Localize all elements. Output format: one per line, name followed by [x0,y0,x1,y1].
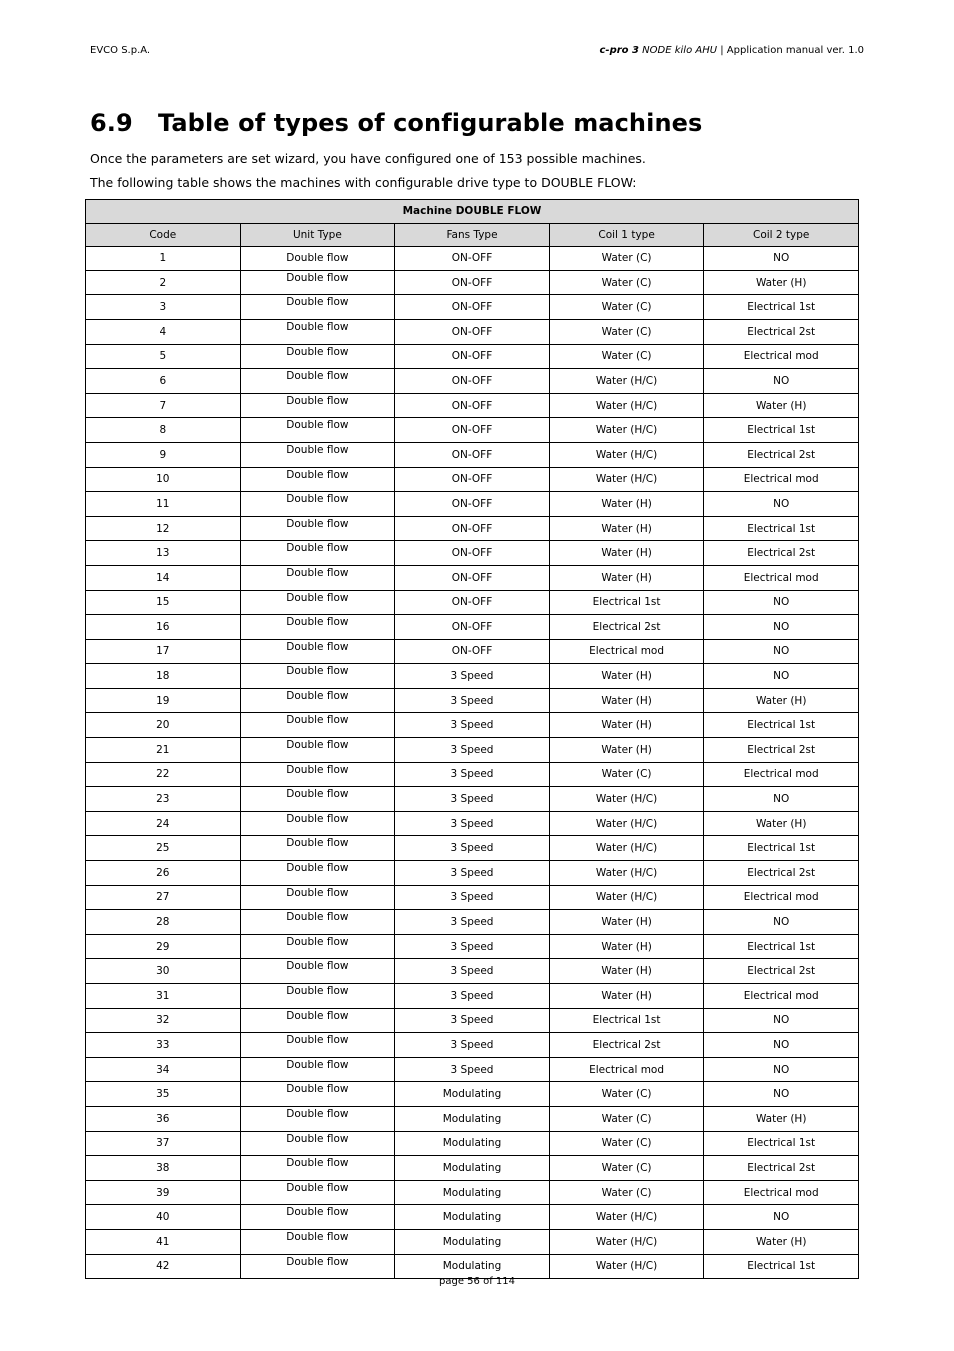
table-row [86,861,859,886]
cell-coil1-type: Water (H/C) [549,861,704,886]
cell-coil1-type: Water (C) [549,1106,704,1131]
cell-code: 8 [86,418,241,443]
cell-coil2-type: Electrical 1st [704,418,859,443]
cell-coil2-type: Electrical mod [704,467,859,492]
cell-coil2-type: Electrical 1st [704,1254,859,1279]
cell-unit-type: Double flow [240,762,395,787]
cell-fans-type: 3 Speed [395,1057,550,1082]
table-row [86,639,859,664]
cell-coil1-type: Electrical 1st [549,1008,704,1033]
cell-unit-type: Double flow [240,1033,395,1058]
cell-unit-type: Double flow [240,934,395,959]
table-row [86,1156,859,1181]
cell-code: 34 [86,1057,241,1082]
intro-paragraph: Once the parameters are set wizard, you have configured one of 153 possible machines. [90,151,646,166]
cell-unit-type: Double flow [240,467,395,492]
cell-fans-type: ON-OFF [395,247,550,271]
table-row [86,492,859,517]
cell-coil2-type: Water (H) [704,1229,859,1254]
table-row [86,1106,859,1131]
cell-coil2-type: Electrical 1st [704,516,859,541]
cell-coil2-type: Electrical 2st [704,861,859,886]
cell-fans-type: 3 Speed [395,910,550,935]
cell-code: 18 [86,664,241,689]
cell-coil1-type: Water (H/C) [549,393,704,418]
table-row [86,541,859,566]
cell-coil2-type: Electrical 1st [704,1131,859,1156]
cell-coil2-type: Electrical mod [704,565,859,590]
cell-unit-type: Double flow [240,664,395,689]
cell-fans-type: Modulating [395,1205,550,1230]
cell-fans-type: Modulating [395,1156,550,1181]
cell-code: 10 [86,467,241,492]
table-row [86,615,859,640]
cell-fans-type: Modulating [395,1254,550,1279]
cell-coil1-type: Water (H) [549,984,704,1009]
cell-fans-type: ON-OFF [395,319,550,344]
cell-coil1-type: Water (H/C) [549,787,704,812]
cell-coil2-type: NO [704,1205,859,1230]
cell-unit-type: Double flow [240,295,395,320]
cell-fans-type: 3 Speed [395,934,550,959]
cell-coil2-type: Electrical 2st [704,1156,859,1181]
cell-coil1-type: Water (H/C) [549,811,704,836]
cell-coil1-type: Electrical mod [549,1057,704,1082]
cell-coil1-type: Electrical mod [549,639,704,664]
cell-code: 23 [86,787,241,812]
cell-coil2-type: Electrical 2st [704,738,859,763]
cell-code: 38 [86,1156,241,1181]
cell-coil1-type: Water (H) [549,565,704,590]
cell-fans-type: 3 Speed [395,688,550,713]
cell-fans-type: ON-OFF [395,369,550,394]
cell-coil1-type: Water (H) [549,664,704,689]
cell-coil1-type: Water (H/C) [549,1229,704,1254]
cell-fans-type: 3 Speed [395,738,550,763]
cell-coil1-type: Water (H/C) [549,1254,704,1279]
cell-unit-type: Double flow [240,713,395,738]
cell-coil1-type: Water (C) [549,1180,704,1205]
cell-code: 40 [86,1205,241,1230]
header-manual-title [600,45,865,56]
cell-coil1-type: Water (H/C) [549,418,704,443]
cell-code: 15 [86,590,241,615]
cell-code: 30 [86,959,241,984]
cell-code: 1 [86,247,241,271]
cell-coil1-type: Water (H) [549,910,704,935]
cell-fans-type: 3 Speed [395,713,550,738]
cell-unit-type: Double flow [240,590,395,615]
cell-code: 17 [86,639,241,664]
table-row [86,959,859,984]
cell-fans-type: ON-OFF [395,639,550,664]
cell-coil1-type: Water (H) [549,541,704,566]
cell-code: 24 [86,811,241,836]
cell-fans-type: ON-OFF [395,467,550,492]
cell-unit-type: Double flow [240,442,395,467]
cell-unit-type: Double flow [240,418,395,443]
cell-code: 26 [86,861,241,886]
cell-coil2-type: Electrical 2st [704,319,859,344]
table-row [86,885,859,910]
cell-fans-type: 3 Speed [395,762,550,787]
column-header-coil2-type: Coil 2 type [704,223,859,247]
cell-coil1-type: Water (H) [549,516,704,541]
cell-coil1-type: Water (H) [549,713,704,738]
cell-coil2-type: Electrical mod [704,1180,859,1205]
section-title: Table of types of configurable machines [158,109,703,137]
cell-coil1-type: Water (C) [549,295,704,320]
table-intro-paragraph: The following table shows the machines with configurable drive type to DOUBLE FLOW: [90,175,637,190]
cell-unit-type: Double flow [240,959,395,984]
cell-coil2-type: NO [704,1057,859,1082]
cell-fans-type: 3 Speed [395,1008,550,1033]
cell-coil1-type: Water (C) [549,247,704,271]
cell-code: 16 [86,615,241,640]
cell-code: 25 [86,836,241,861]
table-row [86,295,859,320]
cell-unit-type: Double flow [240,885,395,910]
cell-coil2-type: Water (H) [704,1106,859,1131]
table-row [86,1254,859,1279]
table-row [86,344,859,369]
cell-fans-type: ON-OFF [395,295,550,320]
cell-fans-type: Modulating [395,1131,550,1156]
cell-code: 20 [86,713,241,738]
cell-unit-type: Double flow [240,1156,395,1181]
cell-fans-type: ON-OFF [395,541,550,566]
section-heading [90,109,702,137]
cell-code: 27 [86,885,241,910]
cell-fans-type: ON-OFF [395,615,550,640]
cell-coil2-type: Electrical 2st [704,541,859,566]
cell-coil2-type: Electrical 1st [704,713,859,738]
cell-unit-type: Double flow [240,369,395,394]
cell-coil1-type: Water (H) [549,934,704,959]
cell-coil1-type: Water (C) [549,1082,704,1107]
cell-code: 32 [86,1008,241,1033]
cell-code: 3 [86,295,241,320]
table-row [86,393,859,418]
cell-unit-type: Double flow [240,1254,395,1279]
cell-unit-type: Double flow [240,1131,395,1156]
cell-fans-type: 3 Speed [395,984,550,1009]
cell-coil2-type: NO [704,639,859,664]
cell-code: 5 [86,344,241,369]
table-row [86,247,859,271]
header-manual: | Application manual ver. 1.0 [720,45,864,56]
table-row [86,664,859,689]
table-row [86,762,859,787]
cell-coil2-type: Electrical 1st [704,934,859,959]
cell-code: 39 [86,1180,241,1205]
cell-unit-type: Double flow [240,492,395,517]
cell-unit-type: Double flow [240,1008,395,1033]
table-row [86,738,859,763]
cell-coil1-type: Water (C) [549,319,704,344]
table-title: Machine DOUBLE FLOW [86,200,859,224]
cell-coil1-type: Water (H) [549,959,704,984]
cell-code: 12 [86,516,241,541]
table-row [86,467,859,492]
cell-coil2-type: Water (H) [704,393,859,418]
cell-code: 37 [86,1131,241,1156]
cell-unit-type: Double flow [240,393,395,418]
cell-code: 4 [86,319,241,344]
cell-code: 9 [86,442,241,467]
cell-coil2-type: NO [704,1033,859,1058]
cell-fans-type: Modulating [395,1229,550,1254]
cell-unit-type: Double flow [240,270,395,295]
cell-code: 35 [86,1082,241,1107]
table-row [86,713,859,738]
cell-coil1-type: Water (C) [549,1156,704,1181]
table-row [86,590,859,615]
cell-coil1-type: Water (H/C) [549,1205,704,1230]
table-row [86,565,859,590]
cell-coil1-type: Water (H/C) [549,885,704,910]
section-number: 6.9 [90,109,133,137]
cell-fans-type: 3 Speed [395,811,550,836]
cell-coil1-type: Water (C) [549,344,704,369]
cell-code: 29 [86,934,241,959]
cell-coil2-type: NO [704,1008,859,1033]
cell-coil2-type: Electrical 1st [704,836,859,861]
cell-code: 2 [86,270,241,295]
cell-coil1-type: Water (H) [549,688,704,713]
page-number: page 56 of 114 [439,1276,515,1287]
cell-code: 13 [86,541,241,566]
cell-code: 31 [86,984,241,1009]
cell-coil1-type: Water (H/C) [549,836,704,861]
cell-code: 6 [86,369,241,394]
cell-fans-type: 3 Speed [395,787,550,812]
cell-coil2-type: Electrical 2st [704,442,859,467]
cell-code: 14 [86,565,241,590]
cell-fans-type: Modulating [395,1106,550,1131]
cell-coil2-type: NO [704,910,859,935]
table-row [86,1033,859,1058]
table-row [86,1057,859,1082]
cell-coil1-type: Water (C) [549,1131,704,1156]
cell-coil2-type: NO [704,787,859,812]
cell-coil1-type: Water (H/C) [549,369,704,394]
cell-code: 21 [86,738,241,763]
cell-fans-type: ON-OFF [395,565,550,590]
cell-coil1-type: Water (H) [549,492,704,517]
cell-coil1-type: Water (C) [549,270,704,295]
cell-fans-type: 3 Speed [395,836,550,861]
cell-unit-type: Double flow [240,811,395,836]
table-row [86,787,859,812]
cell-coil2-type: Water (H) [704,270,859,295]
cell-coil1-type: Water (C) [549,762,704,787]
cell-unit-type: Double flow [240,565,395,590]
cell-fans-type: ON-OFF [395,418,550,443]
cell-unit-type: Double flow [240,738,395,763]
column-header-unit-type: Unit Type [240,223,395,247]
cell-coil2-type: Electrical mod [704,885,859,910]
cell-coil2-type: NO [704,615,859,640]
cell-code: 41 [86,1229,241,1254]
table-row [86,442,859,467]
cell-fans-type: ON-OFF [395,516,550,541]
cell-coil1-type: Water (H/C) [549,467,704,492]
cell-coil1-type: Water (H/C) [549,442,704,467]
column-header-code: Code [86,223,241,247]
table-body [86,247,859,1279]
header-product-italic: NODE kilo AHU [642,45,718,56]
cell-coil1-type: Electrical 2st [549,615,704,640]
cell-code: 36 [86,1106,241,1131]
machine-table [85,199,859,1279]
cell-unit-type: Double flow [240,984,395,1009]
cell-fans-type: 3 Speed [395,664,550,689]
cell-unit-type: Double flow [240,861,395,886]
table-row [86,688,859,713]
table-row [86,516,859,541]
cell-coil2-type: Water (H) [704,811,859,836]
cell-fans-type: ON-OFF [395,442,550,467]
cell-coil1-type: Electrical 1st [549,590,704,615]
cell-coil2-type: NO [704,590,859,615]
cell-fans-type: 3 Speed [395,861,550,886]
table-row [86,1229,859,1254]
cell-fans-type: ON-OFF [395,393,550,418]
cell-coil2-type: Electrical 1st [704,295,859,320]
cell-coil2-type: NO [704,247,859,271]
cell-coil2-type: Electrical mod [704,984,859,1009]
cell-unit-type: Double flow [240,639,395,664]
cell-unit-type: Double flow [240,1082,395,1107]
column-header-coil1-type: Coil 1 type [549,223,704,247]
table-row [86,984,859,1009]
cell-code: 11 [86,492,241,517]
cell-unit-type: Double flow [240,541,395,566]
table-row [86,270,859,295]
cell-coil2-type: Electrical 2st [704,959,859,984]
table-row [86,1131,859,1156]
cell-code: 19 [86,688,241,713]
cell-coil2-type: NO [704,369,859,394]
cell-coil2-type: NO [704,1082,859,1107]
table-row [86,1082,859,1107]
table-row [86,836,859,861]
cell-coil2-type: NO [704,664,859,689]
cell-coil2-type: NO [704,492,859,517]
cell-unit-type: Double flow [240,910,395,935]
cell-unit-type: Double flow [240,1057,395,1082]
table-row [86,418,859,443]
cell-fans-type: 3 Speed [395,959,550,984]
header-company: EVCO S.p.A. [90,45,151,56]
table-row [86,910,859,935]
cell-unit-type: Double flow [240,787,395,812]
table-row [86,1205,859,1230]
cell-fans-type: ON-OFF [395,344,550,369]
cell-unit-type: Double flow [240,247,395,271]
cell-coil2-type: Electrical mod [704,762,859,787]
cell-fans-type: 3 Speed [395,885,550,910]
cell-fans-type: Modulating [395,1180,550,1205]
cell-code: 42 [86,1254,241,1279]
table-row [86,319,859,344]
cell-code: 22 [86,762,241,787]
table-row [86,811,859,836]
cell-fans-type: ON-OFF [395,590,550,615]
cell-unit-type: Double flow [240,344,395,369]
cell-unit-type: Double flow [240,1180,395,1205]
cell-coil1-type: Electrical 2st [549,1033,704,1058]
cell-code: 33 [86,1033,241,1058]
cell-unit-type: Double flow [240,516,395,541]
table-row [86,369,859,394]
cell-unit-type: Double flow [240,1229,395,1254]
cell-fans-type: Modulating [395,1082,550,1107]
column-header-fans-type: Fans Type [395,223,550,247]
cell-unit-type: Double flow [240,1205,395,1230]
cell-fans-type: ON-OFF [395,492,550,517]
cell-unit-type: Double flow [240,688,395,713]
table-row [86,1180,859,1205]
cell-code: 7 [86,393,241,418]
cell-unit-type: Double flow [240,836,395,861]
cell-fans-type: ON-OFF [395,270,550,295]
cell-unit-type: Double flow [240,319,395,344]
cell-coil2-type: Electrical mod [704,344,859,369]
cell-fans-type: 3 Speed [395,1033,550,1058]
table-row [86,1008,859,1033]
table-row [86,934,859,959]
header-product-bold: c-pro 3 [599,45,639,56]
cell-unit-type: Double flow [240,615,395,640]
cell-coil2-type: Water (H) [704,688,859,713]
cell-code: 28 [86,910,241,935]
cell-unit-type: Double flow [240,1106,395,1131]
cell-coil1-type: Water (H) [549,738,704,763]
